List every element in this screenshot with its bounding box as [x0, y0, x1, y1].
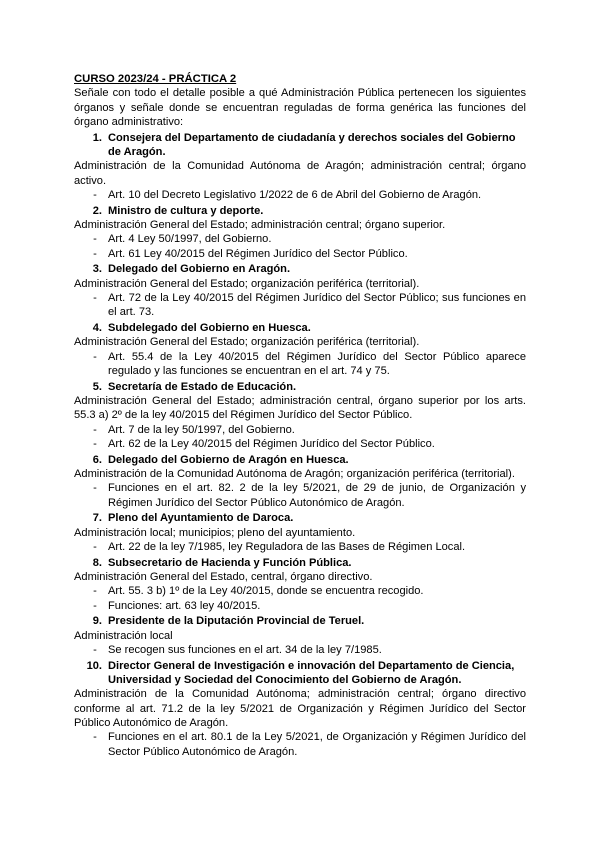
reference-text: Art. 4 Ley 50/1997, del Gobierno. — [108, 233, 272, 246]
document-title: CURSO 2023/24 - PRÁCTICA 2 — [74, 73, 237, 85]
question-heading — [74, 614, 526, 628]
reference-text: Se recogen sus funciones en el art. 34 de la ley 7/1985. — [108, 644, 382, 657]
reference-item — [74, 599, 526, 613]
question-heading — [74, 131, 526, 160]
question-number: 1. — [92, 131, 102, 144]
question-heading — [74, 262, 526, 276]
question-text: Ministro de cultura y deporte. — [108, 204, 264, 217]
answer-text: Administración General del Estado; administración central; órgano superior. — [74, 218, 446, 231]
reference-item — [74, 481, 526, 510]
dash-bullet-icon: - — [93, 291, 97, 304]
reference-item — [74, 643, 526, 657]
reference-item — [74, 247, 526, 261]
question-number: 4. — [92, 322, 102, 335]
reference-item — [74, 232, 526, 246]
answer-text: Administración de la Comunidad Autónoma de Aragón; organización periférica (territorial). — [74, 468, 515, 481]
answer-text: Administración de la Comunidad Autónoma; administración central; órgano directivo conforme al art. 71.2 de la ley 5/2021 de Organización y Régimen Jurídico del Sector Público Autonómico de Aragón. — [74, 688, 526, 730]
answer-text: Administración General del Estado, central, órgano directivo. — [74, 571, 373, 584]
reference-text: Funciones en el art. 80.1 de la Ley 5/2021, de Organización y Régimen Jurídico del Sector Público Autonómico de Aragón. — [108, 731, 526, 758]
question-number: 3. — [92, 263, 102, 276]
question-number: 5. — [92, 380, 102, 393]
question-list — [74, 131, 526, 759]
reference-item — [74, 291, 526, 320]
reference-text: Art. 7 de la ley 50/1997, del Gobierno. — [108, 423, 295, 436]
question-number: 9. — [92, 615, 102, 628]
reference-item — [74, 540, 526, 554]
question-text: Subsecretario de Hacienda y Función Pública. — [108, 556, 352, 569]
question-text: Secretaría de Estado de Educación. — [108, 380, 297, 393]
question-number: 7. — [92, 512, 102, 525]
reference-item — [74, 584, 526, 598]
question-text: Pleno del Ayuntamiento de Daroca. — [108, 512, 294, 525]
dash-bullet-icon: - — [93, 644, 97, 657]
question-heading — [74, 453, 526, 467]
question-number: 6. — [92, 453, 102, 466]
reference-item — [74, 730, 526, 759]
reference-text: Art. 10 del Decreto Legislativo 1/2022 de 6 de Abril del Gobierno de Aragón. — [108, 188, 482, 201]
document-page — [74, 72, 526, 759]
dash-bullet-icon: - — [93, 247, 97, 260]
dash-bullet-icon: - — [93, 423, 97, 436]
question-heading — [74, 556, 526, 570]
reference-text: Art. 22 de la ley 7/1985, ley Reguladora de las Bases de Régimen Local. — [108, 541, 466, 553]
dash-bullet-icon: - — [93, 599, 97, 612]
reference-text: Funciones: art. 63 ley 40/2015. — [108, 599, 261, 612]
reference-text: Art. 61 Ley 40/2015 del Régimen Jurídico del Sector Público. — [108, 247, 408, 260]
answer-text: Administración local — [74, 629, 173, 642]
reference-text: Art. 72 de la Ley 40/2015 del Régimen Jurídico del Sector Público; sus funciones en el art. 73. — [108, 291, 526, 319]
dash-bullet-icon: - — [93, 350, 97, 363]
question-text: Director General de Investigación e innovación del Departamento de Ciencia, Universidad y Sociedad del Conocimiento del Gobierno de Aragón. — [108, 659, 515, 687]
reference-text: Art. 62 de la Ley 40/2015 del Régimen Jurídico del Sector Público. — [108, 437, 435, 450]
question-heading — [74, 380, 526, 394]
reference-item — [74, 423, 526, 437]
dash-bullet-icon: - — [93, 541, 97, 553]
answer-text: Administración General del Estado; administración central, órgano superior por los arts. 55.3 a) 2º de la ley 40/2015 del Régimen Jurídico del Sector Público. — [74, 395, 526, 422]
dash-bullet-icon: - — [93, 437, 97, 450]
reference-text: Art. 55.4 de la Ley 40/2015 del Régimen Jurídico del Sector Público aparece regulado y las funciones se encuentran en el art. 74 y 75. — [108, 350, 526, 377]
question-heading — [74, 321, 526, 335]
reference-text: Art. 55. 3 b) 1º de la Ley 40/2015, donde se encuentra recogido. — [108, 585, 424, 598]
dash-bullet-icon: - — [93, 731, 97, 744]
answer-text: Administración General del Estado; organización periférica (territorial). — [74, 336, 420, 349]
dash-bullet-icon: - — [93, 188, 97, 201]
question-text: Delegado del Gobierno de Aragón en Huesca. — [108, 453, 349, 466]
question-number: 8. — [92, 556, 102, 569]
reference-item — [74, 437, 526, 451]
question-number: 2. — [92, 204, 102, 217]
dash-bullet-icon: - — [93, 585, 97, 598]
reference-item — [74, 350, 526, 379]
question-text: Consejera del Departamento de ciudadanía y derechos sociales del Gobierno de Aragón. — [108, 131, 516, 158]
question-heading — [74, 204, 526, 218]
question-text: Presidente de la Diputación Provincial de Teruel. — [108, 615, 365, 628]
question-number: 10. — [86, 659, 102, 672]
answer-text: Administración local; municipios; pleno del ayuntamiento. — [74, 526, 356, 539]
reference-text: Funciones en el art. 82. 2 de la ley 5/2021, de 29 de junio, de Organización y Régimen Jurídico del Sector Público Autonómico de Aragón. — [108, 482, 526, 509]
dash-bullet-icon: - — [93, 482, 97, 495]
question-heading — [74, 511, 526, 525]
answer-text: Administración General del Estado; organización periférica (territorial). — [74, 277, 420, 290]
dash-bullet-icon: - — [93, 233, 97, 246]
question-text: Subdelegado del Gobierno en Huesca. — [108, 322, 311, 335]
reference-item — [74, 188, 526, 202]
answer-text: Administración de la Comunidad Autónoma de Aragón; administración central; órgano activo. — [74, 160, 526, 187]
question-text: Delegado del Gobierno en Aragón. — [108, 263, 291, 276]
question-heading — [74, 659, 526, 688]
intro-paragraph: Señale con todo el detalle posible a qué Administración Pública pertenecen los siguientes órganos y señale donde se encuentran reguladas de forma genérica las funciones del órgano administrativo: — [74, 87, 526, 128]
